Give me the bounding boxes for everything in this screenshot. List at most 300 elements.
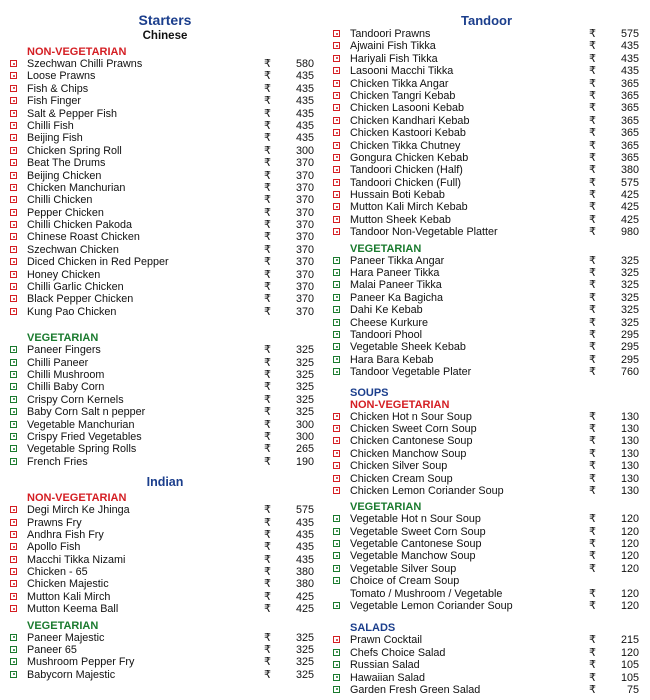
item-price: 295 [620,328,639,341]
rupee-icon: ₹ [264,132,271,145]
menu-item [10,591,320,603]
item-name: Diced Chicken in Red Pepper [27,256,169,269]
item-price: 365 [620,139,639,152]
item-name: Tandoori Prawns [350,28,431,40]
rupee-icon: ₹ [589,646,596,659]
menu-item [333,485,640,497]
rupee-icon: ₹ [264,406,271,419]
item-price: 300 [295,418,314,431]
item-name: Chicken Tikka Angar [350,77,449,90]
item-name: Beijing Chicken [27,169,102,182]
item-price: 370 [295,181,314,194]
item-price: 325 [295,356,314,369]
menu-item [10,406,320,418]
nonveg-mark-icon [10,295,17,302]
nonveg-mark-icon [333,179,340,186]
item-price: 435 [620,65,639,78]
rupee-icon: ₹ [589,600,596,613]
rupee-icon: ₹ [589,316,596,329]
tandoor-veg-label: VEGETARIAN [350,242,422,255]
rupee-icon: ₹ [264,430,271,443]
rupee-icon: ₹ [589,189,596,202]
veg-mark-icon [333,269,340,276]
item-name: Beat The Drums [27,157,106,170]
veg-mark-icon [333,661,340,668]
nonveg-mark-icon [333,203,340,210]
item-name: Babycorn Majestic [27,668,116,681]
rupee-icon: ₹ [589,77,596,90]
item-price: 435 [295,528,314,541]
menu-item [333,255,640,267]
item-price: 370 [295,305,314,318]
menu-item [10,120,320,132]
nonveg-mark-icon [333,437,340,444]
item-price: 435 [295,553,314,566]
veg-mark-icon [10,671,17,678]
item-name: Hariyali Fish Tikka [350,52,438,65]
nonveg-mark-icon [10,221,17,228]
rupee-icon: ₹ [264,231,271,244]
menu-item [333,292,640,304]
item-name: Prawns Fry [27,516,82,529]
rupee-icon: ₹ [589,353,596,366]
item-name: Vegetable Silver Soup [350,562,457,575]
menu-item [10,219,320,231]
nonveg-mark-icon [10,184,17,191]
item-name: Mutton Sheek Kebab [350,213,451,226]
item-name: Mutton Kali Mirch Kebab [350,201,468,214]
menu-item [10,529,320,541]
item-price: 365 [620,127,639,140]
item-name: Apollo Fish [27,541,81,554]
item-name: Vegetable Sweet Corn Soup [350,525,486,538]
veg-mark-icon [10,408,17,415]
item-price: 425 [620,201,639,214]
menu-item [333,115,640,127]
nonveg-mark-icon [333,129,340,136]
menu-item [10,431,320,443]
cream-soup-item [333,575,640,587]
item-name: Chicken Majestic [27,578,109,591]
veg-mark-icon [333,257,340,264]
menu-item [333,526,640,538]
rupee-icon: ₹ [264,668,271,681]
veg-mark-icon [333,577,340,584]
item-price: 120 [620,525,639,538]
rupee-icon: ₹ [589,587,596,600]
rupee-icon: ₹ [589,525,596,538]
nonveg-mark-icon [333,117,340,124]
item-price: 325 [295,381,314,394]
menu-item [333,366,640,378]
item-name: Chilli Paneer [27,356,89,369]
nonveg-mark-icon [10,283,17,290]
menu-item [333,28,640,40]
menu-item [333,214,640,226]
rupee-icon: ₹ [264,107,271,120]
salads-label: SALADS [350,622,396,635]
nonveg-mark-icon [10,196,17,203]
item-name: Paneer 65 [27,644,77,657]
rupee-icon: ₹ [589,484,596,497]
item-price: 365 [620,102,639,115]
item-price: 120 [620,538,639,551]
item-price: 190 [295,455,314,468]
item-price: 370 [295,231,314,244]
menu-item [333,448,640,460]
nonveg-mark-icon [333,413,340,420]
soups-veg-label: VEGETARIAN [350,501,422,514]
item-name: Paneer Fingers [27,344,101,357]
menu-item [333,460,640,472]
item-price: 370 [295,169,314,182]
rupee-icon: ₹ [589,562,596,575]
item-price: 325 [620,279,639,292]
item-price: 580 [295,58,314,70]
nonveg-mark-icon [10,593,17,600]
rupee-icon: ₹ [264,443,271,456]
menu-item [333,672,640,684]
rupee-icon: ₹ [589,366,596,379]
menu-item [333,423,640,435]
menu-item [333,684,640,696]
rupee-icon: ₹ [264,70,271,83]
nonveg-mark-icon [333,142,340,149]
menu-item [10,244,320,256]
rupee-icon: ₹ [264,58,271,70]
rupee-icon: ₹ [589,341,596,354]
rupee-icon: ₹ [589,176,596,189]
veg-mark-icon [333,528,340,535]
item-price: 325 [295,631,314,644]
item-price: 325 [295,668,314,681]
menu-item [10,669,320,681]
nonveg-mark-icon [10,556,17,563]
item-name: Vegetable Spring Rolls [27,443,137,456]
item-price: 325 [620,291,639,304]
chinese-subheading: Chinese [142,30,188,42]
menu-item [10,656,320,668]
item-price: 130 [620,410,639,423]
tandoor-nonveg-list [333,28,640,239]
item-price: 120 [620,587,639,600]
menu-item [10,566,320,578]
item-name: Mutton Kali Mirch [27,590,111,603]
rupee-icon: ₹ [264,516,271,529]
veg-mark-icon [10,458,17,465]
menu-item [10,207,320,219]
item-price: 380 [620,164,639,177]
item-price: 75 [626,683,639,696]
rupee-icon: ₹ [264,631,271,644]
nonveg-mark-icon [333,450,340,457]
item-name: Vegetable Manchow Soup [350,550,476,563]
item-price: 295 [620,341,639,354]
item-name: Vegetable Hot n Sour Soup [350,513,481,526]
menu-item [333,40,640,52]
menu-item [333,65,640,77]
nonveg-mark-icon [10,72,17,79]
item-name: Beijing Fish [27,132,83,145]
item-price: 370 [295,243,314,256]
item-price: 380 [295,566,314,579]
item-price: 130 [620,460,639,473]
soups-label: SOUPS [350,386,389,399]
menu-item [333,78,640,90]
item-name: Andhra Fish Fry [27,528,104,541]
nonveg-mark-icon [10,122,17,129]
right-column [333,0,640,696]
menu-item [10,194,320,206]
item-name: Garden Fresh Green Salad [350,683,481,696]
menu-item [10,108,320,120]
rupee-icon: ₹ [589,550,596,563]
item-price: 370 [295,281,314,294]
item-name: Chicken Tangri Kebab [350,89,456,102]
item-price: 365 [620,77,639,90]
item-price: 435 [620,52,639,65]
nonveg-mark-icon [10,147,17,154]
item-name: Paneer Ka Bagicha [350,291,444,304]
veg-mark-icon [333,294,340,301]
nonveg-mark-icon [10,308,17,315]
nonveg-mark-icon [333,475,340,482]
item-name: Salt & Pepper Fish [27,107,118,120]
veg-mark-icon [333,515,340,522]
item-name: Chicken Lasooni Kebab [350,102,465,115]
item-name: Pepper Chicken [27,206,104,219]
soups-veg-list [333,513,640,575]
item-price: 435 [295,82,314,95]
menu-item [333,279,640,291]
veg-mark-icon [10,445,17,452]
item-name: Vegetable Lemon Coriander Soup [350,600,513,613]
rupee-icon: ₹ [264,144,271,157]
item-price: 325 [620,254,639,267]
rupee-icon: ₹ [589,102,596,115]
nonveg-mark-icon [10,85,17,92]
item-name: Chicken Manchurian [27,181,126,194]
veg-mark-icon [10,646,17,653]
menu-item [10,578,320,590]
rupee-icon: ₹ [264,281,271,294]
veg-mark-icon [333,674,340,681]
rupee-icon: ₹ [589,279,596,292]
veg-mark-icon [333,306,340,313]
indian-nonveg-list [10,504,320,616]
rupee-icon: ₹ [264,393,271,406]
menu-item [10,70,320,82]
nonveg-mark-icon [333,67,340,74]
item-price: 575 [620,176,639,189]
item-price: 425 [295,603,314,616]
menu-item [10,157,320,169]
left-column [10,0,320,681]
nonveg-mark-icon [333,462,340,469]
veg-mark-icon [333,649,340,656]
menu-item [10,369,320,381]
rupee-icon: ₹ [264,95,271,108]
item-name: Chefs Choice Salad [350,646,446,659]
rupee-icon: ₹ [589,410,596,423]
nonveg-mark-icon [10,605,17,612]
rupee-icon: ₹ [589,435,596,448]
item-name: Chicken Tikka Chutney [350,139,461,152]
menu-item [10,95,320,107]
item-price: 130 [620,447,639,460]
soups-nonveg-list [333,411,640,498]
menu-item [10,269,320,281]
item-name: Chicken Lemon Coriander Soup [350,484,504,497]
nonveg-mark-icon [333,104,340,111]
item-name: Ajwaini Fish Tikka [350,40,436,53]
item-name: Paneer Tikka Angar [350,254,445,267]
item-price: 380 [295,578,314,591]
nonveg-mark-icon [333,487,340,494]
nonveg-mark-icon [333,42,340,49]
rupee-icon: ₹ [264,590,271,603]
item-name: Dahi Ke Kebab [350,304,423,317]
menu-item [10,256,320,268]
veg-mark-icon [333,540,340,547]
item-name: Honey Chicken [27,268,101,281]
item-name: Chilli Chicken [27,194,93,207]
veg-mark-icon [10,421,17,428]
item-name: Chicken Kastoori Kebab [350,127,466,140]
item-price: 105 [620,659,639,672]
nonveg-mark-icon [10,97,17,104]
nonveg-mark-icon [10,60,17,67]
veg-mark-icon [333,356,340,363]
veg-mark-icon [333,331,340,338]
item-name: Lasooni Macchi Tikka [350,65,454,78]
item-price: 435 [295,541,314,554]
menu-item [10,632,320,644]
rupee-icon: ₹ [589,267,596,280]
chinese-nonveg-list [10,58,320,318]
menu-item [333,354,640,366]
nonveg-mark-icon [10,543,17,550]
veg-mark-icon [333,565,340,572]
item-name: Tandoor Non-Vegetable Platter [350,226,498,239]
item-price: 575 [620,28,639,40]
menu-item [10,517,320,529]
lemon-soup-item [333,600,640,612]
item-price: 425 [620,189,639,202]
menu-item [333,201,640,213]
rupee-icon: ₹ [264,119,271,132]
menu-item [10,443,320,455]
item-price: 575 [295,504,314,517]
nonveg-mark-icon [333,166,340,173]
item-price: 130 [620,472,639,485]
rupee-icon: ₹ [264,293,271,306]
rupee-icon: ₹ [589,127,596,140]
menu-item [10,644,320,656]
item-name: Gongura Chicken Kebab [350,151,469,164]
item-name: Tandoori Chicken (Half) [350,164,463,177]
menu-item [10,603,320,615]
item-price: 300 [295,144,314,157]
rupee-icon: ₹ [589,164,596,177]
nonveg-mark-icon [10,233,17,240]
item-price: 130 [620,484,639,497]
item-name: Tandoori Phool [350,328,423,341]
rupee-icon: ₹ [264,418,271,431]
item-price: 760 [620,366,639,379]
rupee-icon: ₹ [264,219,271,232]
rupee-icon: ₹ [589,40,596,53]
menu-item [333,152,640,164]
starters-heading: Starters [138,12,192,28]
rupee-icon: ₹ [589,328,596,341]
item-name: Chicken Kandhari Kebab [350,114,470,127]
item-name: Vegetable Cantonese Soup [350,538,482,551]
rupee-icon: ₹ [264,541,271,554]
item-name: Hussain Boti Kebab [350,189,445,202]
veg-mark-icon [10,383,17,390]
rupee-icon: ₹ [264,256,271,269]
nonveg-mark-icon [333,191,340,198]
item-price: 265 [295,443,314,456]
nonveg-mark-icon [333,30,340,37]
menu-item [333,550,640,562]
item-name: Chicken Manchow Soup [350,447,467,460]
menu-item [333,538,640,550]
menu-item [10,554,320,566]
item-name: Chilli Garlic Chicken [27,281,124,294]
menu-item [10,357,320,369]
menu-item [333,127,640,139]
indian-heading: Indian [146,475,184,490]
menu-item [333,177,640,189]
item-price: 120 [620,562,639,575]
rupee-icon: ₹ [589,634,596,647]
item-price: 980 [620,226,639,239]
tandoor-heading: Tandoor [460,13,513,28]
item-price: 435 [295,119,314,132]
item-price: 425 [620,213,639,226]
rupee-icon: ₹ [264,206,271,219]
item-price: 120 [620,513,639,526]
item-name: Szechwan Chicken [27,243,119,256]
item-price: 370 [295,293,314,306]
menu-item [10,541,320,553]
item-price: 370 [295,157,314,170]
menu-item [10,83,320,95]
nonveg-mark-icon [10,506,17,513]
rupee-icon: ₹ [264,578,271,591]
item-price: 105 [620,671,639,684]
rupee-icon: ₹ [589,52,596,65]
menu-item [333,647,640,659]
menu-item [333,53,640,65]
menu-item [10,344,320,356]
item-price: 130 [620,435,639,448]
rupee-icon: ₹ [589,683,596,696]
veg-mark-icon [10,371,17,378]
item-price: 325 [295,393,314,406]
menu-item [10,394,320,406]
nonveg-mark-icon [10,531,17,538]
veg-mark-icon [10,634,17,641]
menu-item [10,419,320,431]
rupee-icon: ₹ [264,644,271,657]
item-name: Fish Finger [27,95,82,108]
item-price: 325 [620,304,639,317]
item-price: 325 [295,656,314,669]
item-name: Loose Prawns [27,70,96,83]
